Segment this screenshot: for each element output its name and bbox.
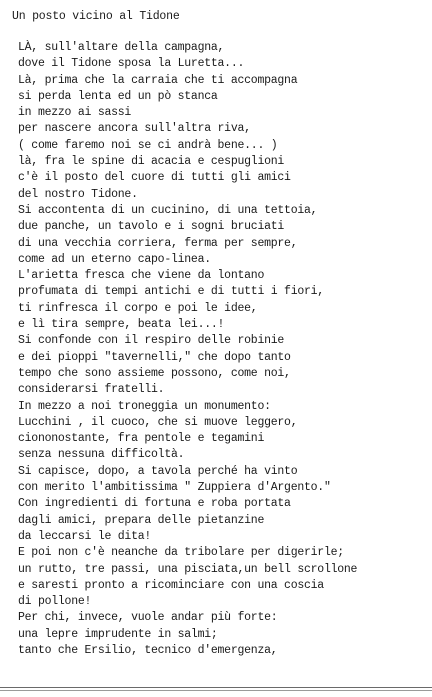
poem-line: L'arietta fresca che viene da lontano — [18, 269, 265, 283]
poem-line: del nostro Tidone. — [18, 187, 138, 201]
poem-line: Là, prima che la carraia che ti accompagna — [18, 73, 298, 87]
poem-line: con merito l'ambitissima " Zuppiera d'Argento." — [18, 481, 331, 495]
poem-line: Si capisce, dopo, a tavola perché ha vinto — [18, 464, 298, 478]
poem-line: Si accontenta di un cucinino, di una tettoia, — [18, 203, 318, 217]
page-edge-divider-shadow — [0, 690, 432, 691]
poem-line: ciononostante, fra pentole e tegamini — [18, 432, 265, 446]
poem-line: senza nessuna difficoltà. — [18, 448, 185, 462]
poem-line: e lì tira sempre, beata lei...! — [18, 318, 225, 332]
poem-line: un rutto, tre passi, una pisciata,un bell scrollone — [18, 562, 358, 576]
poem-line: là, fra le spine di acacia e cespuglioni — [18, 155, 285, 169]
poem-line: Con ingredienti di fortuna e roba portata — [18, 497, 291, 511]
poem-line: c'è il posto del cuore di tutti gli amici — [18, 171, 291, 185]
poem-line: come ad un eterno capo-linea. — [18, 252, 211, 266]
poem-line: tanto che Ersilio, tecnico d'emergenza, — [18, 643, 278, 657]
poem-line: ( come faremo noi se ci andrà bene... ) — [18, 138, 278, 152]
poem-line: dove il Tidone sposa la Luretta... — [18, 57, 245, 71]
poem-line: Lucchini , il cuoco, che si muove leggero, — [18, 415, 298, 429]
poem-line: profumata di tempi antichi e di tutti i fiori, — [18, 285, 324, 299]
poem-line: una lepre imprudente in salmi; — [18, 627, 218, 641]
poem-line: Si confonde con il respiro delle robinie — [18, 334, 285, 348]
poem-line: e dei pioppi "tavernelli," che dopo tanto — [18, 350, 291, 364]
poem-line: di una vecchia corriera, ferma per sempre, — [18, 236, 298, 250]
poem-line: considerarsi fratelli. — [18, 383, 165, 397]
poem-line: e saresti pronto a ricominciare con una coscia — [18, 578, 324, 592]
poem-line: di pollone! — [18, 595, 92, 609]
poem-line: per nascere ancora sull'altra riva, — [18, 122, 251, 136]
poem-line: In mezzo a noi troneggia un monumento: — [18, 399, 271, 413]
poem-line: da leccarsi le dita! — [18, 529, 152, 543]
poem-line: Per chi, invece, vuole andar più forte: — [18, 611, 278, 625]
poem-title: Un posto vicino al Tidone — [12, 10, 180, 23]
poem-line: ti rinfresca il corpo e poi le idee, — [18, 301, 258, 315]
page-edge-divider — [0, 687, 432, 688]
poem-line: tempo che sono assieme possono, come noi, — [18, 366, 291, 380]
poem-line: due panche, un tavolo e i sogni bruciati — [18, 220, 285, 234]
poem-body — [18, 40, 426, 659]
poem-line: E poi non c'è neanche da tribolare per digerirle; — [18, 546, 344, 560]
poem-line: si perda lenta ed un pò stanca — [18, 89, 218, 103]
poem-line: LÀ, sull'altare della campagna, — [18, 41, 225, 54]
poem-line: in mezzo ai sassi — [18, 106, 132, 120]
poem-line: dagli amici, prepara delle pietanzine — [18, 513, 265, 527]
